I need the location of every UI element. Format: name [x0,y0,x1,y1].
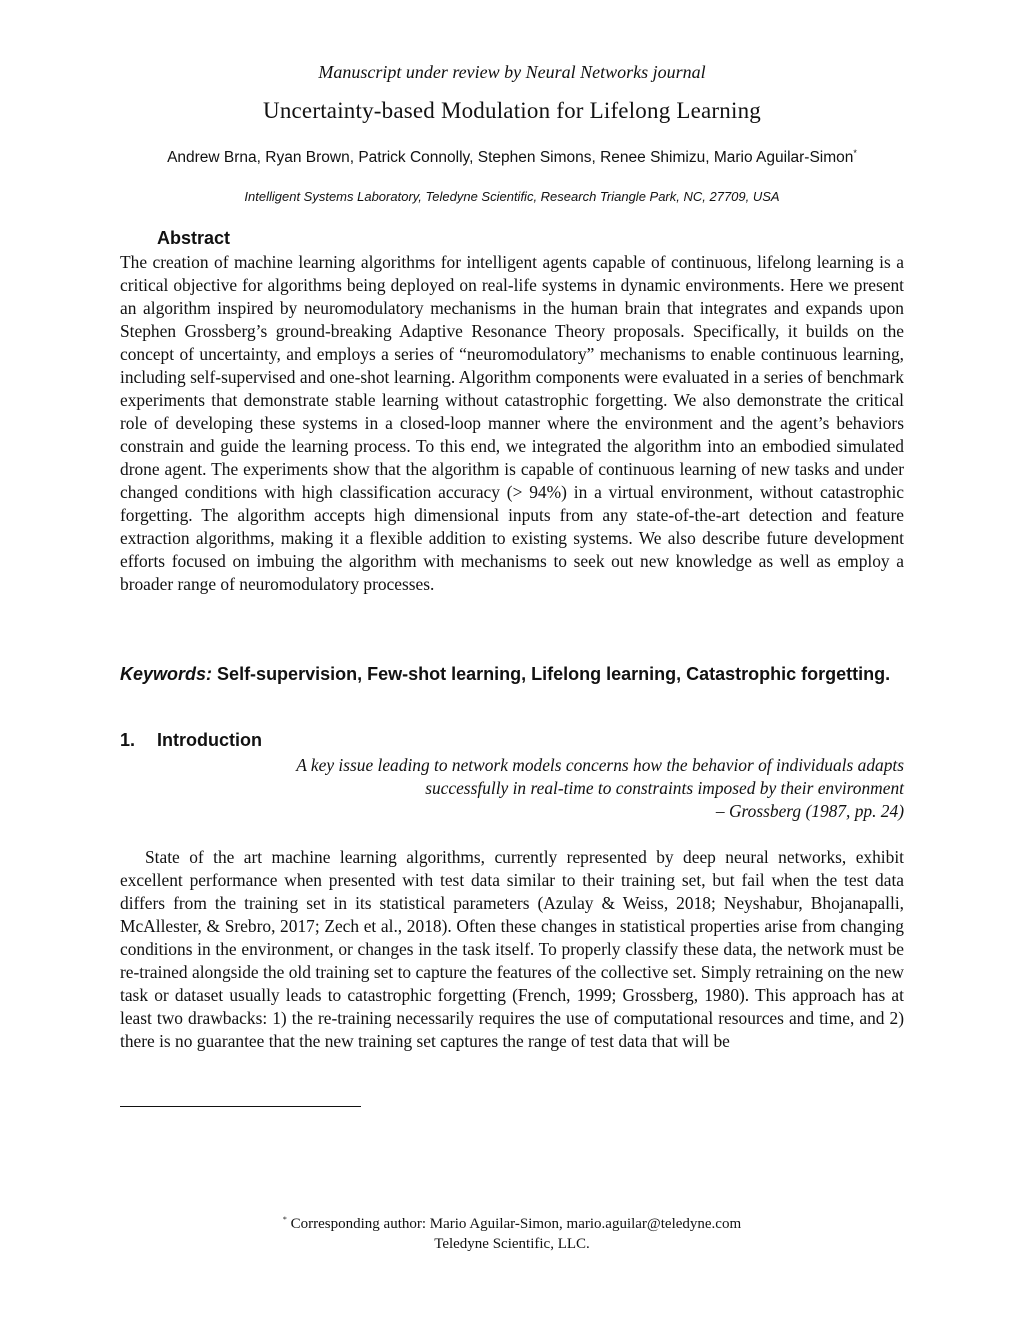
keywords-text: Self-supervision, Few-shot learning, Lifelong learning, Catastrophic forgetting. [217,664,891,684]
epigraph-line: A key issue leading to network models concerns how the behavior of individuals adapts [296,755,904,775]
affiliation: Intelligent Systems Laboratory, Teledyne Scientific, Research Triangle Park, NC, 27709, USA [244,189,780,204]
author-footnote-mark: * [853,148,857,158]
footnote-mark: * [282,1215,287,1224]
footnote-divider [120,1106,361,1107]
author-list [0,148,1024,167]
epigraph-line: successfully in real-time to constraints imposed by their environment [425,778,904,798]
epigraph [120,754,904,823]
epigraph-attribution: – Grossberg (1987, pp. 24) [715,801,904,821]
section-heading-introduction [120,730,262,751]
keywords [120,662,904,687]
footnote-line [0,1210,1024,1234]
footnote-organization: Teledyne Scientific, LLC. [434,1236,590,1252]
section-number: 1. [120,730,136,750]
paper-title: Uncertainty-based Modulation for Lifelong Learning [263,98,761,123]
author-names: Andrew Brna, Ryan Brown, Patrick Connolly, Stephen Simons, Renee Shimizu, Mario Aguilar-Simon [167,149,854,167]
footnote [0,1210,1024,1254]
footnote-text: Corresponding author: Mario Aguilar-Simon, mario.aguilar@teledyne.com [290,1216,742,1232]
running-head: Manuscript under review by Neural Networks journal [318,62,706,82]
abstract-heading: Abstract [157,228,231,248]
introduction-body: State of the art machine learning algorithms, currently represented by deep neural networks, exhibit excellent performance when presented with test data similar to their training set, but fail when the test data differs from the training set in its statistical parameters (Azulay & Weiss, 2018; Neyshabur, Bhojanapalli, McAllester, & Srebro, 2017; Zech et al., 2018). Often these changes in statistical properties arise from changing conditions in the environment, or changes in the task itself. To properly classify these data, the network must be re-trained alongside the old training set to capture the features of the collective set. Simply retraining on the new task or dataset usually leads to catastrophic forgetting (French, 1999; Grossberg, 1980). This approach has at least two drawbacks: 1) the re-training necessarily requires the use of computational resources and time, and 2) there is no guarantee that the new training set captures the range of test data that will be [120,847,904,1051]
keywords-label: Keywords: [120,664,213,684]
abstract-body: The creation of machine learning algorithms for intelligent agents capable of continuous, lifelong learning is a critical objective for algorithms being deployed on real-life systems in dynamic environments. Here we present an algorithm inspired by neuromodulatory mechanisms in the human brain that integrates and expands upon Stephen Grossberg’s ground-breaking Adaptive Resonance Theory proposals. Specifically, it builds on the concept of uncertainty, and employs a series of “neuromodulatory” mechanisms to enable continuous learning, including self-supervised and one-shot learning. Algorithm components were evaluated in a series of benchmark experiments that demonstrate stable learning without catastrophic forgetting. We also demonstrate the critical role of developing these systems in a closed-loop manner where the environment and the agent’s behaviors constrain and guide the learning process. To this end, we integrated the algorithm into an embodied simulated drone agent. The experiments show that the algorithm is capable of continuous learning of new tasks and under changed conditions with high classification accuracy (> 94%) in a virtual environment, without catastrophic forgetting. The algorithm accepts high dimensional inputs from any state-of-the-art detection and feature extraction algorithms, making it a flexible addition to existing systems. We also describe future development efforts focused on imbuing the algorithm with mechanisms to seek out new knowledge as well as employ a broader range of neuromodulatory processes. [120,252,904,594]
section-title: Introduction [157,730,262,750]
